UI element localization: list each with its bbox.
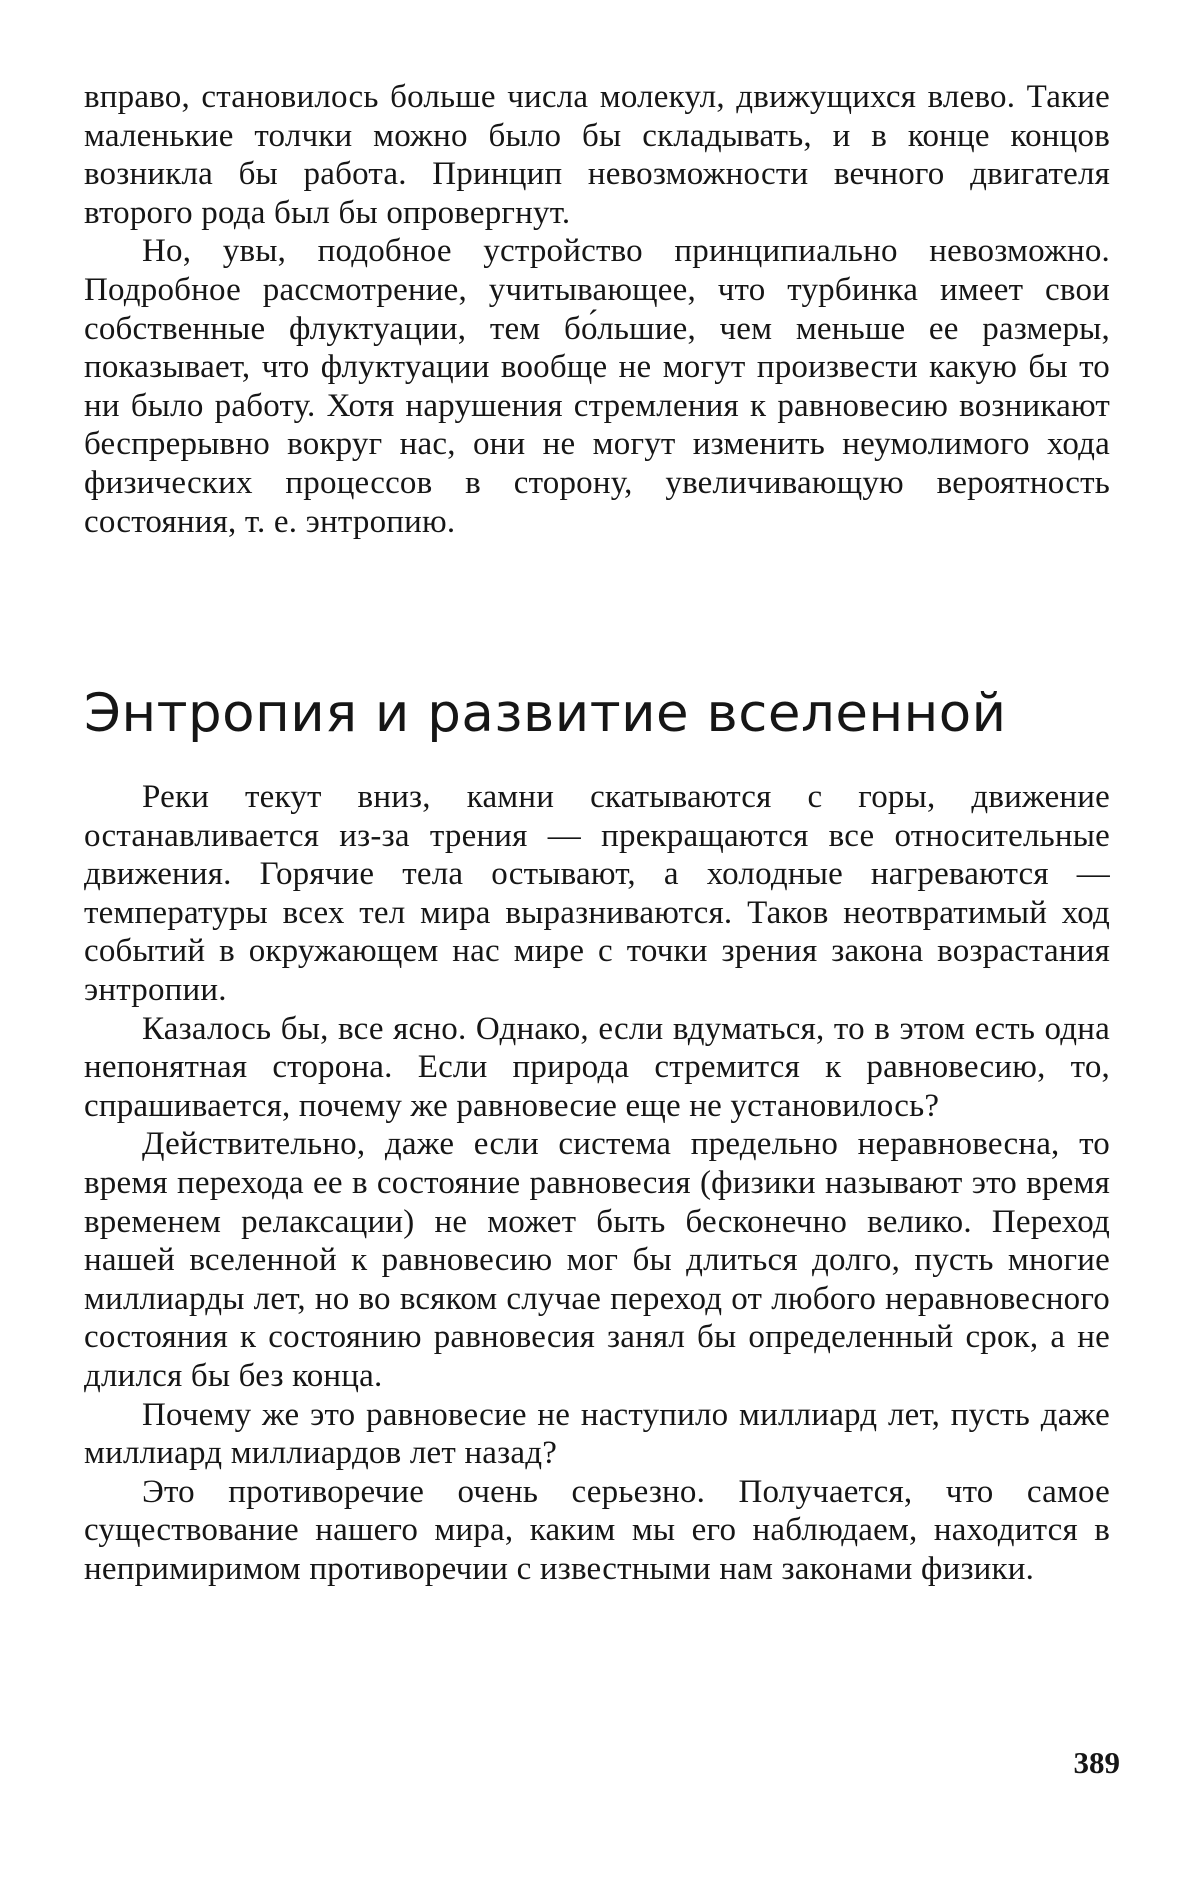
section-heading: Энтропия и развитие вселенной [84,683,1007,744]
paragraph: Казалось бы, все ясно. Однако, если вдуматься, то в этом есть одна непонятная сторона. Если природа стремится к равновесию, то, спрашивается, почему же равновесие еще не установилось? [84,1010,1110,1124]
section-text-block [84,778,1110,1588]
paragraph: Реки текут вниз, камни скатываются с горы, движение останавливается из-за трения — прекращаются все относительные движения. Горячие тела остывают, а холодные нагреваются — температуры всех тел мира выразниваются. Таков неотвратимый ход событий в окружающем нас мире с точки зрения закона возрастания энтропии. [84,779,1110,1008]
continued-text-block [84,78,1110,541]
page-number: 389 [1073,1745,1120,1780]
paragraph-continued: вправо, становилось больше числа молекул, движущихся влево. Такие маленькие толчки можно было бы складывать, и в конце концов возникла бы работа. Принцип невозможности вечного двигателя второго рода был бы опровергнут. [84,79,1110,231]
paragraph: Почему же это равновесие не наступило миллиард лет, пусть даже миллиард миллиардов лет назад? [84,1396,1110,1472]
paragraph: Действительно, даже если система предельно неравновесна, то время перехода ее в состояние равновесия (физики называют это время временем релаксации) не может быть бесконечно велико. Переход нашей вселенной к равновесию мог бы длиться долго, пусть многие миллиарды лет, но во всяком случае переход от любого неравновесного состояния к состоянию равновесия занял бы определенный срок, а не длился бы без конца. [84,1126,1110,1394]
paragraph: Это противоречие очень серьезно. Получается, что самое существование нашего мира, каким мы его наблюдаем, находится в непримиримом противоречии с известными нам законами физики. [84,1473,1110,1587]
paragraph: Но, увы, подобное устройство принципиально невозможно. Подробное рассмотрение, учитывающее, что турбинка имеет свои собственные флуктуации, тем бо́льшие, чем меньше ее размеры, показывает, что флуктуации вообще не могут произвести какую бы то ни было работу. Хотя нарушения стремления к равновесию возникают беспрерывно вокруг нас, они не могут изменить неумолимого хода физических процессов в сторону, увеличивающую вероятность состояния, т. е. энтропию. [84,233,1110,540]
